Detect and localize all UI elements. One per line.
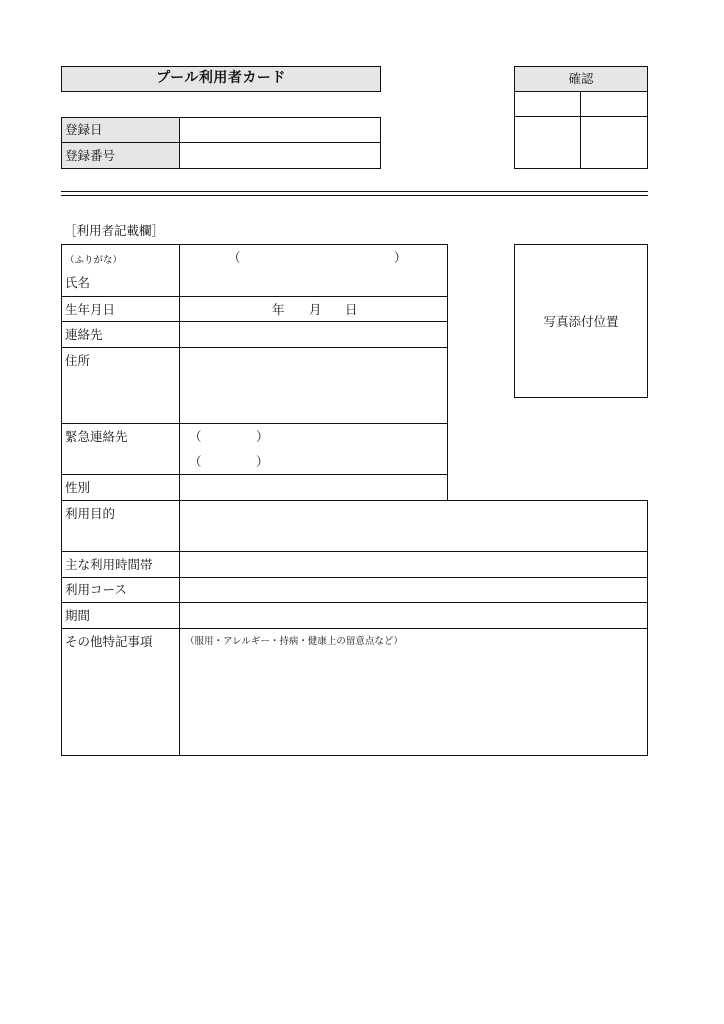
form-row-line-5 xyxy=(61,474,448,475)
period-label: 期間 xyxy=(65,608,91,623)
emergency-contact-field-1[interactable] xyxy=(181,425,445,449)
birth-year-label: 年 xyxy=(272,302,285,317)
birth-day-label: 日 xyxy=(345,302,358,317)
emergency-contact-label: 緊急連絡先 xyxy=(65,429,128,444)
separator-top xyxy=(61,191,648,192)
form-row-line-6 xyxy=(61,500,648,501)
birthdate-label: 生年月日 xyxy=(65,302,116,317)
form-row-line-3 xyxy=(61,347,448,348)
notes-label: その他特記事項 xyxy=(65,634,153,649)
name-field[interactable] xyxy=(181,270,445,294)
form-row-line-10 xyxy=(61,628,648,629)
furigana-label: （ふりがな） xyxy=(65,255,123,266)
furigana-open-paren: （ xyxy=(228,250,241,265)
form-top-border xyxy=(61,244,448,245)
course-field[interactable] xyxy=(181,579,646,601)
emergency-1-open-paren: （ xyxy=(189,429,202,444)
form-upper-right-border xyxy=(447,244,448,500)
confirm-stamp-cell-2[interactable] xyxy=(582,117,647,168)
contact-label: 連絡先 xyxy=(65,327,103,342)
registration-number-label: 登録番号 xyxy=(65,148,116,163)
period-field[interactable] xyxy=(181,604,646,627)
emergency-1-close-paren: ） xyxy=(256,429,269,444)
form-row-line-9 xyxy=(61,602,648,603)
course-label: 利用コース xyxy=(65,582,127,597)
emergency-contact-field-2[interactable] xyxy=(181,450,445,473)
separator-bottom xyxy=(61,195,648,196)
registration-date-label: 登録日 xyxy=(65,122,103,137)
form-row-line-7 xyxy=(61,551,648,552)
purpose-label: 利用目的 xyxy=(65,506,116,521)
contact-field[interactable] xyxy=(181,323,445,346)
gender-field[interactable] xyxy=(181,476,445,499)
notes-hint: （服用・アレルギー・持病・健康上の留意点など） xyxy=(185,636,403,647)
confirm-label: 確認 xyxy=(568,71,594,86)
furigana-field[interactable] xyxy=(240,248,390,266)
timeslot-label: 主な利用時間帯 xyxy=(65,557,153,572)
confirm-divider-v xyxy=(580,91,581,169)
address-label: 住所 xyxy=(65,353,91,368)
furigana-close-paren: ） xyxy=(394,250,407,265)
emergency-2-open-paren: （ xyxy=(189,454,202,469)
form-row-line-8 xyxy=(61,577,648,578)
form-row-line-2 xyxy=(61,321,448,322)
confirm-divider-1 xyxy=(514,91,648,92)
address-field[interactable] xyxy=(181,349,445,422)
timeslot-field[interactable] xyxy=(181,553,646,576)
form-row-line-1 xyxy=(61,296,448,297)
photo-label: 写真添付位置 xyxy=(543,314,619,329)
registration-col-divider xyxy=(179,117,180,169)
registration-date-field[interactable] xyxy=(181,118,379,141)
notes-field[interactable] xyxy=(181,650,646,753)
card-title: プール利用者カード xyxy=(156,70,286,86)
birth-month-label: 月 xyxy=(309,302,322,317)
purpose-field[interactable] xyxy=(181,502,646,550)
form-bottom-border xyxy=(61,755,648,756)
section-label: ［利用者記載欄］ xyxy=(64,223,165,238)
confirm-stamp-cell-1[interactable] xyxy=(515,117,579,168)
name-label: 氏名 xyxy=(65,275,91,290)
registration-row-divider xyxy=(61,142,381,143)
form-row-line-4 xyxy=(61,423,448,424)
registration-number-field[interactable] xyxy=(181,144,379,167)
gender-label: 性別 xyxy=(65,480,91,495)
emergency-2-close-paren: ） xyxy=(256,454,269,469)
